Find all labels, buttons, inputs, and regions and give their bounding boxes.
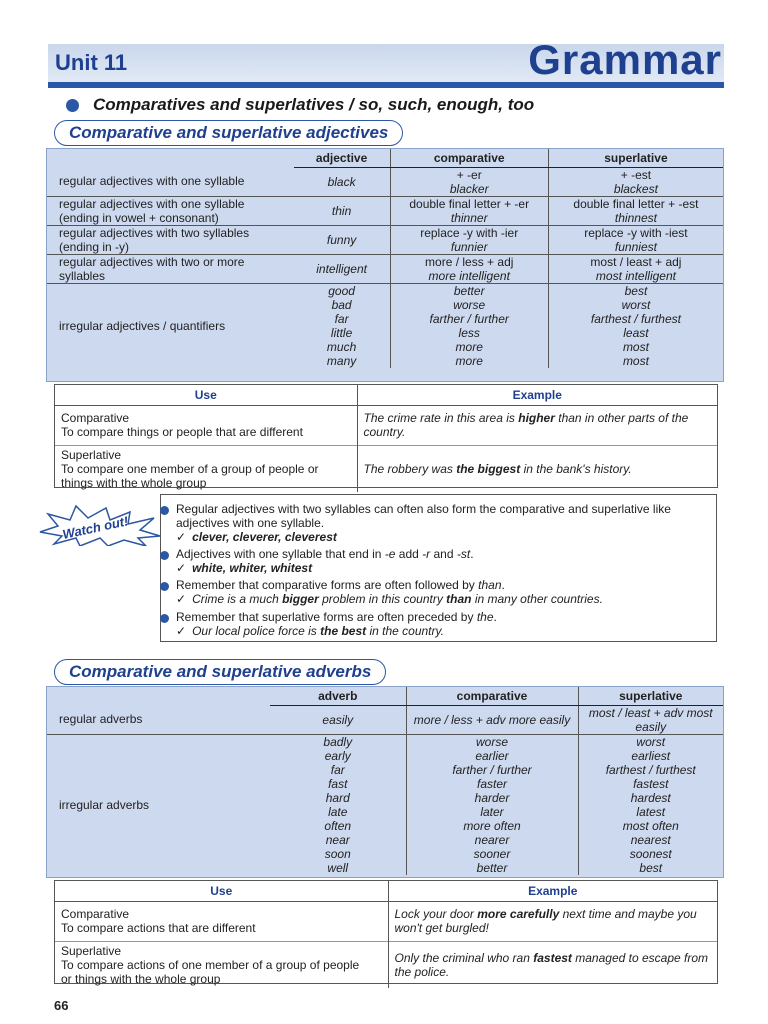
watch-out-item: Adjectives with one syllable that end in -e add -r and -st. ✓ white, whiter, whitest <box>176 547 474 575</box>
cell-line: regular adjectives with one syllable <box>59 174 245 189</box>
cell-line: latest <box>636 804 666 819</box>
watch-out-example: ✓ Our local police force is the best in the country. <box>176 624 444 638</box>
table-cell <box>47 167 294 196</box>
table-cell <box>294 225 390 254</box>
cell-line: badly <box>323 734 353 749</box>
cell-line: later <box>480 804 504 819</box>
table-cell <box>294 167 390 196</box>
table-cell <box>47 283 294 368</box>
col-header-comparative: comparative <box>406 687 578 705</box>
table-cell <box>548 225 723 254</box>
watch-out-label: Watch out! <box>61 513 130 542</box>
cell-line: thin <box>331 203 352 218</box>
cell-line: To compare one member of a group of people or <box>61 461 319 476</box>
cell-line: replace -y with -iest <box>584 225 688 240</box>
table-row: regular adverbs easily more / less + adv more easily most / least + adv most easily <box>47 705 723 734</box>
table-row <box>47 225 723 254</box>
cell-line: soon <box>324 846 351 861</box>
cell-line: sooner <box>473 846 511 861</box>
adverbs-use-table <box>55 881 717 988</box>
table-row <box>47 254 723 283</box>
table-cell <box>548 167 723 196</box>
cell-line: far <box>330 762 345 777</box>
cell-line: thinnest <box>614 210 657 225</box>
cell-line: fast <box>328 776 348 791</box>
cell-line: nearer <box>474 832 510 847</box>
use-header: Use <box>55 881 388 901</box>
cell-line: more intelligent <box>428 268 510 283</box>
cell-line: farthest / furthest <box>590 311 681 326</box>
cell-line: black <box>327 174 356 189</box>
bullet-icon <box>160 551 169 560</box>
checkmark-icon: ✓ <box>176 530 187 544</box>
cell-line: double final letter + -est <box>573 196 699 211</box>
table-cell <box>390 283 548 368</box>
cell-line: earliest <box>631 748 671 763</box>
cell-line: worse <box>475 734 508 749</box>
bullet-icon <box>160 506 169 515</box>
table-cell <box>390 167 548 196</box>
watch-out-item: Regular adjectives with two syllables can often also form the comparative and superlative like adjectives with one syllable. ✓ clever, cleverer, cleverest <box>176 502 671 544</box>
cell-line: most intelligent <box>595 268 676 283</box>
unit-title: Unit 11 <box>55 50 128 75</box>
cell-line: more <box>455 353 483 368</box>
adverbs-grammar-box <box>46 686 724 878</box>
cell-line: near <box>325 832 350 847</box>
adjectives-use-body <box>55 405 717 492</box>
bullet-icon <box>160 614 169 623</box>
cell-line: earlier <box>475 748 509 763</box>
table-row: irregular adverbs badly early far fast hard late often near soon well worse earlier farther / further faster harder later more often nearer sooner better worst earliest farthest / furthest fastest hardest latest most often nearest soonest best <box>47 734 723 875</box>
cell-line: worst <box>621 297 651 312</box>
cell-line: well <box>327 860 349 875</box>
table-row <box>47 283 723 368</box>
cell-line: good <box>328 283 355 298</box>
topic-heading <box>66 95 534 115</box>
use-cell <box>55 405 357 445</box>
table-cell <box>548 196 723 225</box>
table-row <box>55 901 717 941</box>
adverbs-table <box>47 687 723 875</box>
watch-out-example: ✓ Crime is a much bigger problem in this country than in many other countries. <box>176 592 603 606</box>
use-cell <box>55 445 357 492</box>
cell-line: Superlative <box>61 447 122 462</box>
checkmark-icon: ✓ <box>176 561 187 575</box>
example-cell: Only the criminal who ran fastest managed to escape from the police. <box>388 941 717 988</box>
use-cell <box>55 901 388 941</box>
table-cell <box>294 196 390 225</box>
table-row <box>55 445 717 492</box>
watch-out-item: Remember that comparative forms are often followed by than. ✓ Crime is a much bigger problem in this country than in many other countries. <box>176 578 603 606</box>
use-cell <box>55 941 388 988</box>
cell-line: Superlative <box>61 943 122 958</box>
example-header: Example <box>388 881 717 901</box>
bullet-icon <box>160 582 169 591</box>
cell-line: intelligent <box>316 261 367 276</box>
watch-out-item: Remember that superlative forms are often preceded by the. ✓ Our local police force is the best in the country. <box>176 610 497 638</box>
adjectives-use-box <box>54 384 718 488</box>
cell-line: much <box>326 339 357 354</box>
cell-line: blacker <box>449 181 489 196</box>
cell-line: replace -y with -ier <box>420 225 519 240</box>
table-cell <box>47 254 294 283</box>
adjectives-table-body <box>47 167 723 368</box>
cell-line: + -est <box>620 167 652 182</box>
table-cell <box>548 283 723 368</box>
cell-line: things with the whole group <box>61 475 207 490</box>
example-header: Example <box>357 385 717 405</box>
table-row <box>55 405 717 445</box>
cell-line: regular adjectives with one syllable <box>59 196 245 211</box>
cell-line: most <box>622 339 649 354</box>
cell-line: regular adjectives with two or more <box>59 254 245 269</box>
cell-line: late <box>328 804 348 819</box>
cell-line: nearest <box>630 832 671 847</box>
cell-line: syllables <box>59 268 106 283</box>
cell-line: most <box>622 353 649 368</box>
watch-out-example: ✓ clever, cleverer, cleverest <box>176 530 337 544</box>
grammar-title: Grammar <box>528 36 722 83</box>
cell-line: double final letter + -er <box>409 196 530 211</box>
adjectives-use-table <box>55 385 717 492</box>
cell-line: more <box>455 339 483 354</box>
cell-line: Comparative <box>61 907 130 921</box>
col-header-comparative: comparative <box>390 149 548 167</box>
cell-line: funniest <box>614 239 657 254</box>
section-title-adjectives: Comparative and superlative adjectives <box>54 120 403 146</box>
checkmark-icon: ✓ <box>176 624 187 638</box>
cell-line: farthest / furthest <box>605 762 696 777</box>
table-cell <box>390 254 548 283</box>
cell-line: worst <box>636 734 666 749</box>
watch-out-burst-icon <box>36 502 164 546</box>
example-cell: The crime rate in this area is higher than in other parts of the country. <box>357 405 717 445</box>
table-cell <box>548 254 723 283</box>
table-cell <box>390 196 548 225</box>
cell-line: more often <box>463 818 521 833</box>
section-title-adverbs: Comparative and superlative adverbs <box>54 659 386 685</box>
cell-line: irregular adjectives / quantifiers <box>59 318 226 333</box>
table-cell <box>47 196 294 225</box>
cell-line: soonest <box>629 846 672 861</box>
cell-line: best <box>639 860 663 875</box>
cell-line: far <box>334 311 349 326</box>
example-cell: Lock your door more carefully next time and maybe you won't get burgled! <box>388 901 717 941</box>
table-cell <box>390 225 548 254</box>
cell-line: better <box>476 860 508 875</box>
cell-line: often <box>324 818 352 833</box>
cell-line: hard <box>325 790 350 805</box>
table-cell <box>47 225 294 254</box>
page-number: 66 <box>54 998 69 1013</box>
cell-line: (ending in vowel + consonant) <box>59 210 219 225</box>
checkmark-icon: ✓ <box>176 592 187 606</box>
cell-line: fastest <box>633 776 669 791</box>
cell-line: least <box>623 325 649 340</box>
table-cell <box>294 283 390 368</box>
adjectives-table <box>47 149 723 368</box>
table-cell <box>294 254 390 283</box>
cell-line: less <box>458 325 480 340</box>
cell-line: To compare things or people that are different <box>61 425 303 439</box>
cell-line: faster <box>476 776 507 791</box>
adjectives-grammar-box <box>46 148 724 382</box>
table-row <box>55 941 717 988</box>
cell-line: To compare actions of one member of a group of people <box>61 957 360 972</box>
cell-line: worse <box>453 297 486 312</box>
cell-line: or things with the whole group <box>61 971 221 986</box>
watch-out-example: ✓ white, whiter, whitest <box>176 561 313 575</box>
cell-line: Comparative <box>61 411 130 425</box>
cell-line: thinner <box>450 210 488 225</box>
cell-line: most often <box>622 818 679 833</box>
cell-line: little <box>330 325 353 340</box>
cell-line: funnier <box>450 239 488 254</box>
col-header-adjective: adjective <box>294 149 390 167</box>
cell-line: farther / further <box>452 762 532 777</box>
cell-line: (ending in -y) <box>59 239 130 254</box>
adverbs-use-box <box>54 880 718 984</box>
cell-line: best <box>624 283 648 298</box>
cell-line: hardest <box>630 790 671 805</box>
example-cell: The robbery was the biggest in the bank's history. <box>357 445 717 492</box>
cell-line: harder <box>474 790 510 805</box>
cell-line: many <box>326 353 357 368</box>
cell-line: regular adjectives with two syllables <box>59 225 250 240</box>
col-header-adverb: adverb <box>270 687 406 705</box>
cell-line: better <box>453 283 485 298</box>
cell-line: + -er <box>456 167 482 182</box>
cell-line: To compare actions that are different <box>61 921 256 935</box>
bullet-icon <box>66 99 79 112</box>
cell-line: farther / further <box>429 311 509 326</box>
cell-line: bad <box>331 297 352 312</box>
col-header-superlative: superlative <box>578 687 723 705</box>
cell-line: more / less + adj <box>425 254 514 269</box>
table-row <box>47 167 723 196</box>
use-header: Use <box>55 385 357 405</box>
cell-line: most / least + adj <box>590 254 682 269</box>
cell-line: early <box>324 748 351 763</box>
cell-line: funny <box>326 232 357 247</box>
col-header-superlative: superlative <box>548 149 723 167</box>
topic-text: Comparatives and superlatives / so, such, enough, too <box>93 95 535 114</box>
cell-line: blackest <box>613 181 658 196</box>
adverbs-use-body <box>55 901 717 988</box>
table-row <box>47 196 723 225</box>
